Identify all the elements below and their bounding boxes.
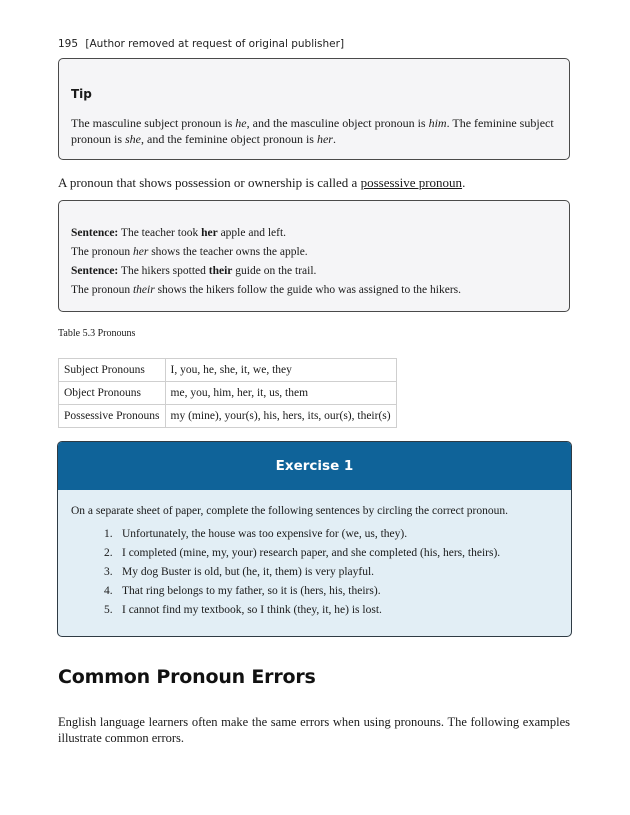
page-number: 195 <box>58 38 79 50</box>
table-cell: Object Pronouns <box>59 382 166 405</box>
tip-text: The masculine subject pronoun is he, and the masculine object pronoun is him. The feminine subject pronoun is she, and the feminine object pronoun is her. <box>71 116 554 146</box>
list-item: 5. I cannot find my textbook, so I think (they, it, he) is lost. <box>104 604 382 616</box>
tip-box <box>58 58 570 160</box>
table-row <box>59 405 397 428</box>
running-title: [Author removed at request of original publisher] <box>85 38 345 50</box>
table-cell: me, you, him, her, it, us, them <box>165 382 396 405</box>
list-item: 2. I completed (mine, my, your) research paper, and she completed (his, hers, theirs). <box>104 547 501 559</box>
exercise-box <box>57 441 572 637</box>
example-sentence-1: Sentence: The teacher took her apple and left. <box>71 227 287 239</box>
tip-title: Tip <box>71 87 92 101</box>
table-cell: Possessive Pronouns <box>59 405 166 428</box>
table-cell: Subject Pronouns <box>59 359 166 382</box>
possessive-pronoun-term: possessive pronoun <box>360 175 463 190</box>
exercise-list <box>104 525 500 620</box>
list-item: 3. My dog Buster is old, but (he, it, them) is very playful. <box>104 566 375 578</box>
table-cell: I, you, he, she, it, we, they <box>165 359 396 382</box>
section-paragraph: English language learners often make the same errors when using pronouns. The following examples illustrate common errors. <box>58 715 570 745</box>
running-header <box>58 38 344 50</box>
table-cell: my (mine), your(s), his, hers, its, our(s), their(s) <box>165 405 396 428</box>
exercise-instructions: On a separate sheet of paper, complete the following sentences by circling the correct pronoun. <box>71 505 509 517</box>
table-caption: Table 5.3 Pronouns <box>58 328 136 339</box>
list-item: 4. That ring belongs to my father, so it is (hers, his, theirs). <box>104 585 381 597</box>
table-row <box>59 359 397 382</box>
table-row <box>59 382 397 405</box>
example-explanation-2: The pronoun their shows the hikers follow the guide who was assigned to the hikers. <box>71 284 462 296</box>
section-heading: Common Pronoun Errors <box>58 666 316 688</box>
possessive-intro-paragraph: A pronoun that shows possession or ownership is called a possessive pronoun. <box>58 175 466 190</box>
examples-box <box>58 200 570 312</box>
exercise-title: Exercise 1 <box>58 442 571 490</box>
example-explanation-1: The pronoun her shows the teacher owns the apple. <box>71 246 308 258</box>
example-sentence-2: Sentence: The hikers spotted their guide on the trail. <box>71 265 317 277</box>
list-item: 1. Unfortunately, the house was too expensive for (we, us, they). <box>104 528 408 540</box>
pronouns-table <box>58 358 397 428</box>
